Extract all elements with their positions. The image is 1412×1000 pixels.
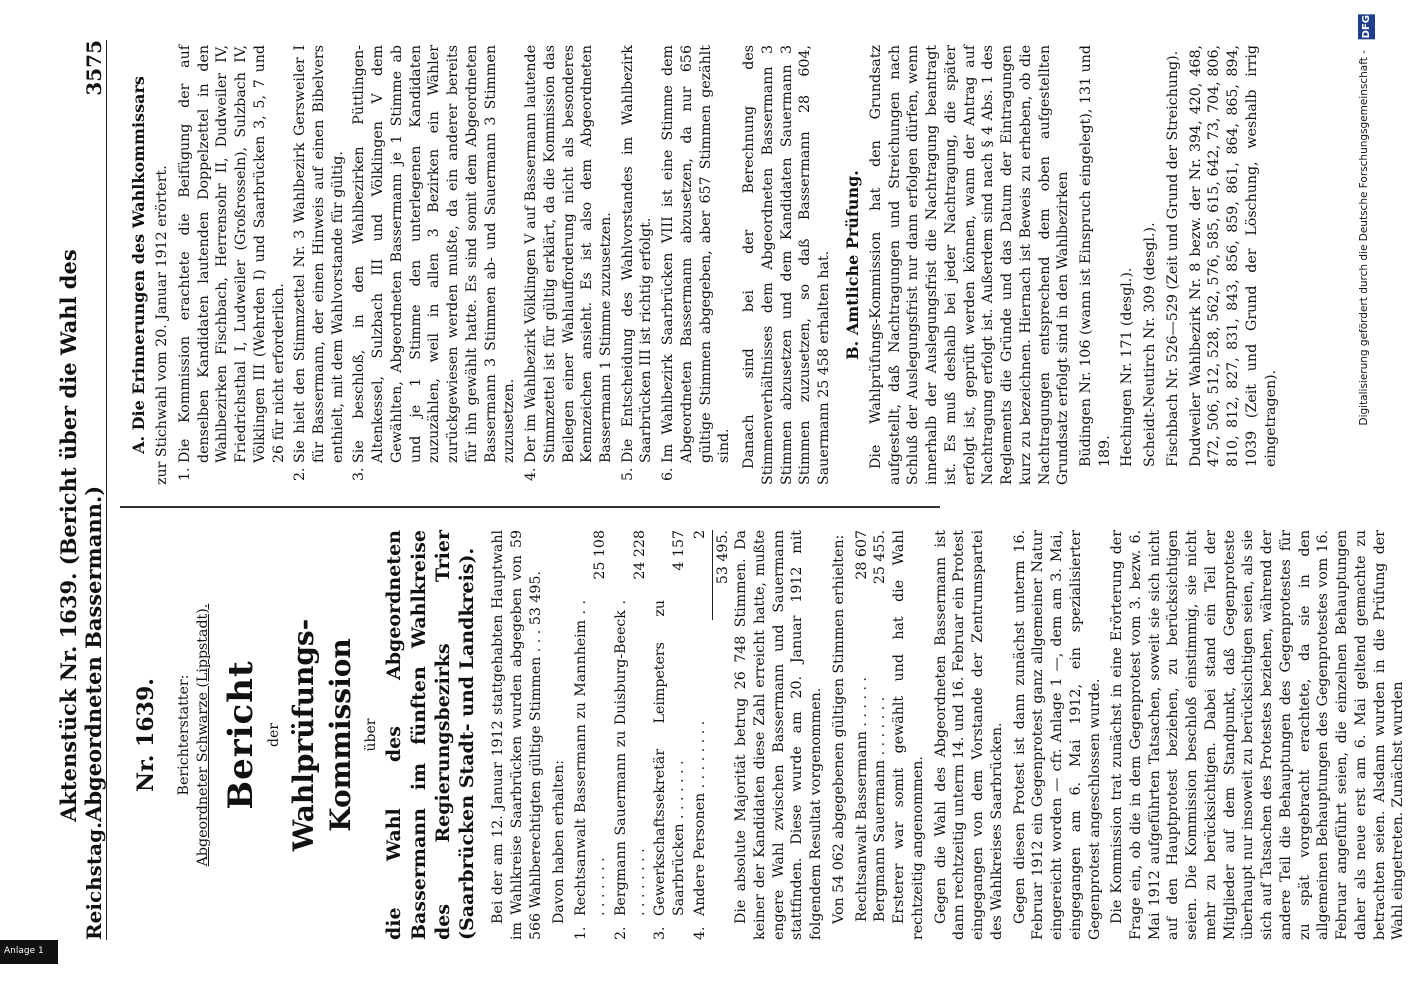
district-list	[1077, 45, 1280, 485]
votes-list	[572, 530, 732, 940]
district-item: Fischbach Nr. 526—529 (Zeit und Grund der Streichung).	[1164, 50, 1181, 467]
protest-paragraph: Gegen die Wahl des Abgeordneten Bassermann ist dann rechtzeitig unterm 14. und 16. Februar ein Protest eingegangen von dem Vorstande der Zentrumspartei des Wahlkreises Saarbrücken.	[932, 530, 1005, 940]
commission-paragraph: Die Kommission trat zunächst in eine Erörterung der Frage ein, ob die in dem Gegenprotest vom 3. bezw. 6. Mai 1912 aufgeführten Tatsachen, soweit sie sich nicht auf den Hauptprotest beziehen, zu berücksichtigen seien. Die Kommission beschloß einstimmig, sie nicht mehr zu berücksichtigen. Dabei stand ein Teil der Mitglieder auf dem Standpunkt, daß Gegenproteste überhaupt nur insoweit zu berücksichtigen seien, als sie sich auf Tatsachen des Protestes beziehen, während der andere Teil die Behauptungen des Gegenprotestes für zu spät vorgebracht erachtete, da sie in den allgemeinen Behauptungen des Gegenprotestes vom 16. Februar angeführt seien, die einzelnen Behauptungen daher als neue erst am 6. Mai geltend gemachte zu betrachten seien. Alsdann wurden in die Prüfung der Wahl eingetreten. Zunächst wurden	[1109, 530, 1407, 940]
header-title: Aktenstück Nr. 1639. (Bericht über die Wahl des Abgeordneten Bassermann.)	[56, 249, 106, 822]
finding-item: 6. Im Wahlbezirk Saarbrücken VIII ist eine Stimme dem Abgeordneten Bassermann abzusetzen, da nur 656 gültige Stimmen abgegeben, aber 657 Stimmen gezählt sind.	[659, 45, 734, 463]
page-number: 3575	[82, 40, 106, 96]
danach-paragraph: Danach sind bei der Berechnung des Stimmenverhältnisses dem Abgeordneten Bassermann 3 Stimmen abzusetzen und dem Kandidaten Sauermann 3 Stimmen zuzusetzen, so daß Bassermann 28 604, Sauermann 25 458 erhalten hat.	[741, 45, 833, 485]
runoff-name: Rechtsanwalt Bassermann . . . . . .	[853, 676, 870, 922]
runoff-value: 25 455.	[872, 530, 889, 585]
finding-item: 2. Sie hielt den Stimmzettel Nr. 3 Wahlbezirk Gersweiler I für Bassermann, der einen Hinweis auf einen Bibelvers enthielt, mit dem Wahlvorstande für gültig.	[291, 45, 347, 463]
report-ueber: über	[362, 718, 379, 752]
runoff-name: Bergmann Sauermann . . . . . . .	[872, 696, 889, 922]
runoff-row	[853, 530, 872, 940]
reporter-name: Abgeordneter Schwarze (Lippstadt).	[194, 603, 211, 867]
district-item: Scheidt-Neutirch Nr. 309 (desgl.).	[1142, 222, 1159, 467]
majority-paragraph: Die absolute Majorität betrug 26 748 Stimmen. Da keiner der Kandidaten diese Zahl erreicht hatte, mußte engere Wahl zwischen Bassermann und Sauermann stattfinden. Diese wurde am 20. Januar 1912 mit folgendem Resultat vorgenommen.	[733, 530, 825, 940]
reporter-label: Berichterstatter:	[176, 674, 193, 796]
finding-item: 5. Die Entscheidung des Wahlvorstandes im Wahlbezirk Saarbrücken III ist richtig erfolgt.	[619, 45, 656, 463]
vote-num: 4.	[691, 926, 708, 940]
finding-item: 4. Der im Wahlbezirk Völklingen V auf Bassermann lautende Stimmzettel ist für gültig erklärt, da die Kommission das Beilegen einer Wahlaufforderung nicht als besonderes Kennzeichen ansieht. Es ist also dem Abgeordneten Bassermann 1 Stimme zuzusetzen.	[522, 45, 616, 463]
elected-paragraph: Ersterer war somit gewählt und hat die Wahl rechtzeitig angenommen.	[891, 530, 926, 940]
vote-row	[572, 530, 609, 940]
vote-num: 3.	[652, 926, 669, 940]
right-column	[120, 45, 1284, 485]
vote-value: 2	[691, 530, 708, 540]
vote-value: 24 228	[631, 530, 648, 580]
document-number: Nr. 1639.	[133, 678, 159, 792]
vote-text: Bergmann Sauermann zu Duisburg-Beeck . . . . . . . . .	[612, 600, 648, 916]
section-b-heading: B. Amtliche Prüfung.	[842, 170, 862, 360]
report-title: Bericht	[220, 660, 261, 810]
finding-item: 1. Die Kommission erachtete die Beifügung der auf denselben Kandidaten lautenden Doppelzettel in den Wahlbezirken Fischbach, Herrensohr II, Dudweiler IV, Friedrichsthal I, Ludweiler (Großrosseln), Sulzbach IV, Völklingen III (Wehrden I) und Saarbrücken 3, 5, 7 und 26 für nicht erforderlich.	[176, 45, 288, 463]
vote-row	[612, 530, 649, 940]
vote-row	[691, 530, 710, 940]
header-left: Reichstag.	[82, 821, 106, 940]
anlage-marker-label: Anlage 1	[4, 946, 44, 956]
finding-item: 3. Sie beschloß, in den Wahlbezirken Püttlingen-Altenkessel, Sulzbach III und Völklingen V dem Gewählten, Abgeordneten Bassermann je 1 Stimme ab und je 1 Stimme den unterlegenen Kandidaten zuzuzählen, weil in allen 3 Bezirken ein Wähler zurückgewiesen werden mußte, da ein anderer bereits für ihn gewählt hatte. Es sind somit dem Abgeordneten Bassermann 3 Stimmen ab- und Sauermann 3 Stimmen zuzusetzen.	[350, 45, 519, 463]
vote-text: Rechtsanwalt Bassermann zu Mannheim . . . . . . . . .	[573, 600, 609, 916]
page-header	[56, 40, 107, 940]
district-item: Dudweiler Wahlbezirk Nr. 8 bezw. der Nr. 394, 420, 468, 472, 506, 512, 528, 562, 576, 585, 615, 642, 73, 704, 806, 810, 812, 827, 831, 843, 856, 859, 861, 864, 865, 894, 1039 (Zeit und Grund der Löschung, weshalb irrig eingetragen).	[1187, 45, 1279, 467]
vote-num: 1.	[573, 926, 590, 940]
votes-intro: Davon haben erhalten:	[550, 759, 567, 924]
vote-value: 4 157	[671, 530, 688, 571]
district-item: Hechingen Nr. 171 (desgl.).	[1119, 267, 1136, 467]
runoff-intro: Von 54 062 abgegebenen gültigen Stimmen erhielten:	[830, 534, 847, 924]
section-a-sub: zur Stichwahl vom 20. Januar 1912 erörtert.	[154, 165, 171, 485]
digitalisierung-note: Digitalisierung gefördert durch die Deutsche Forschungsgemeinschaft -	[1358, 50, 1370, 426]
district-item: Büdingen Nr. 106 (wann ist Einspruch eingelegt), 131 und 189.	[1078, 45, 1113, 467]
section-a-heading: A. Die Erinnerungen des Wahlkommissars	[129, 76, 148, 454]
vote-row	[651, 530, 688, 940]
findings-list	[176, 45, 734, 485]
commission-title: Wahlprüfungs-Kommission	[286, 618, 357, 852]
vote-value: 25 108	[592, 530, 609, 580]
votes-total: 53 495.	[712, 530, 733, 620]
vote-text: Gewerkschaftssekretär Leimpeters zu Saarbrücken . . . . . . .	[652, 600, 688, 916]
report-der: der	[266, 723, 283, 747]
vote-num: 2.	[612, 926, 629, 940]
report-subject: die Wahl des Abgeordneten Bassermann im fünften Wahlkreise des Regierungsbezirks Trier (Saarbrücken Stadt- und Landkreis).	[383, 530, 479, 940]
runoff-row	[871, 530, 890, 940]
section-b-paragraph: Die Wahlprüfungs-Kommission hat den Grundsatz aufgestellt, daß Nachtragungen und Streichungen nach Schluß der Auslegungsfrist nur dann erfolgen dürfen, wenn innerhalb der Auslegungsfrist die Nachtragung beantragt ist. Es muß deshalb bei jeder Nachtragung, die später erfolgt ist, geprüft werden können, wann der Antrag auf Nachtragung erfolgt ist. Außerdem sind nach § 4 Abs. 1 des Reglements die Gründe und das Datum der Eintragungen kurz zu bezeichnen. Hiernach ist Beweis zu erheben, ob die Nachtragungen entsprechend dem oben aufgestellten Grundsatz erfolgt sind in den Wahlbezirken	[867, 45, 1072, 485]
vote-text: Andere Personen . . . . . . . .	[691, 720, 708, 916]
left-column	[120, 530, 1412, 940]
intro-paragraph: Bei der am 12. Januar 1912 stattgehabten Hauptwahl im Wahlkreise Saarbrücken wurden abgegeben von 59 566 Wahlberechtigten gültige Stimmen . . . 53 495.	[490, 530, 544, 940]
column-divider	[120, 507, 940, 509]
counter-protest-paragraph: Gegen diesen Protest ist dann zunächst unterm 16. Februar 1912 ein Gegenprotest ganz allgemeiner Natur eingereicht worden — cfr. Anlage 1 —, dem am 3. Mai, eingegangen am 6. Mai 1912, ein spezialisierter Gegenprotest angeschlossen wurde.	[1011, 530, 1103, 940]
right-margin	[1350, 10, 1380, 970]
runoff-value: 28 607	[853, 530, 870, 580]
dfg-logo: DFG	[1358, 14, 1375, 39]
